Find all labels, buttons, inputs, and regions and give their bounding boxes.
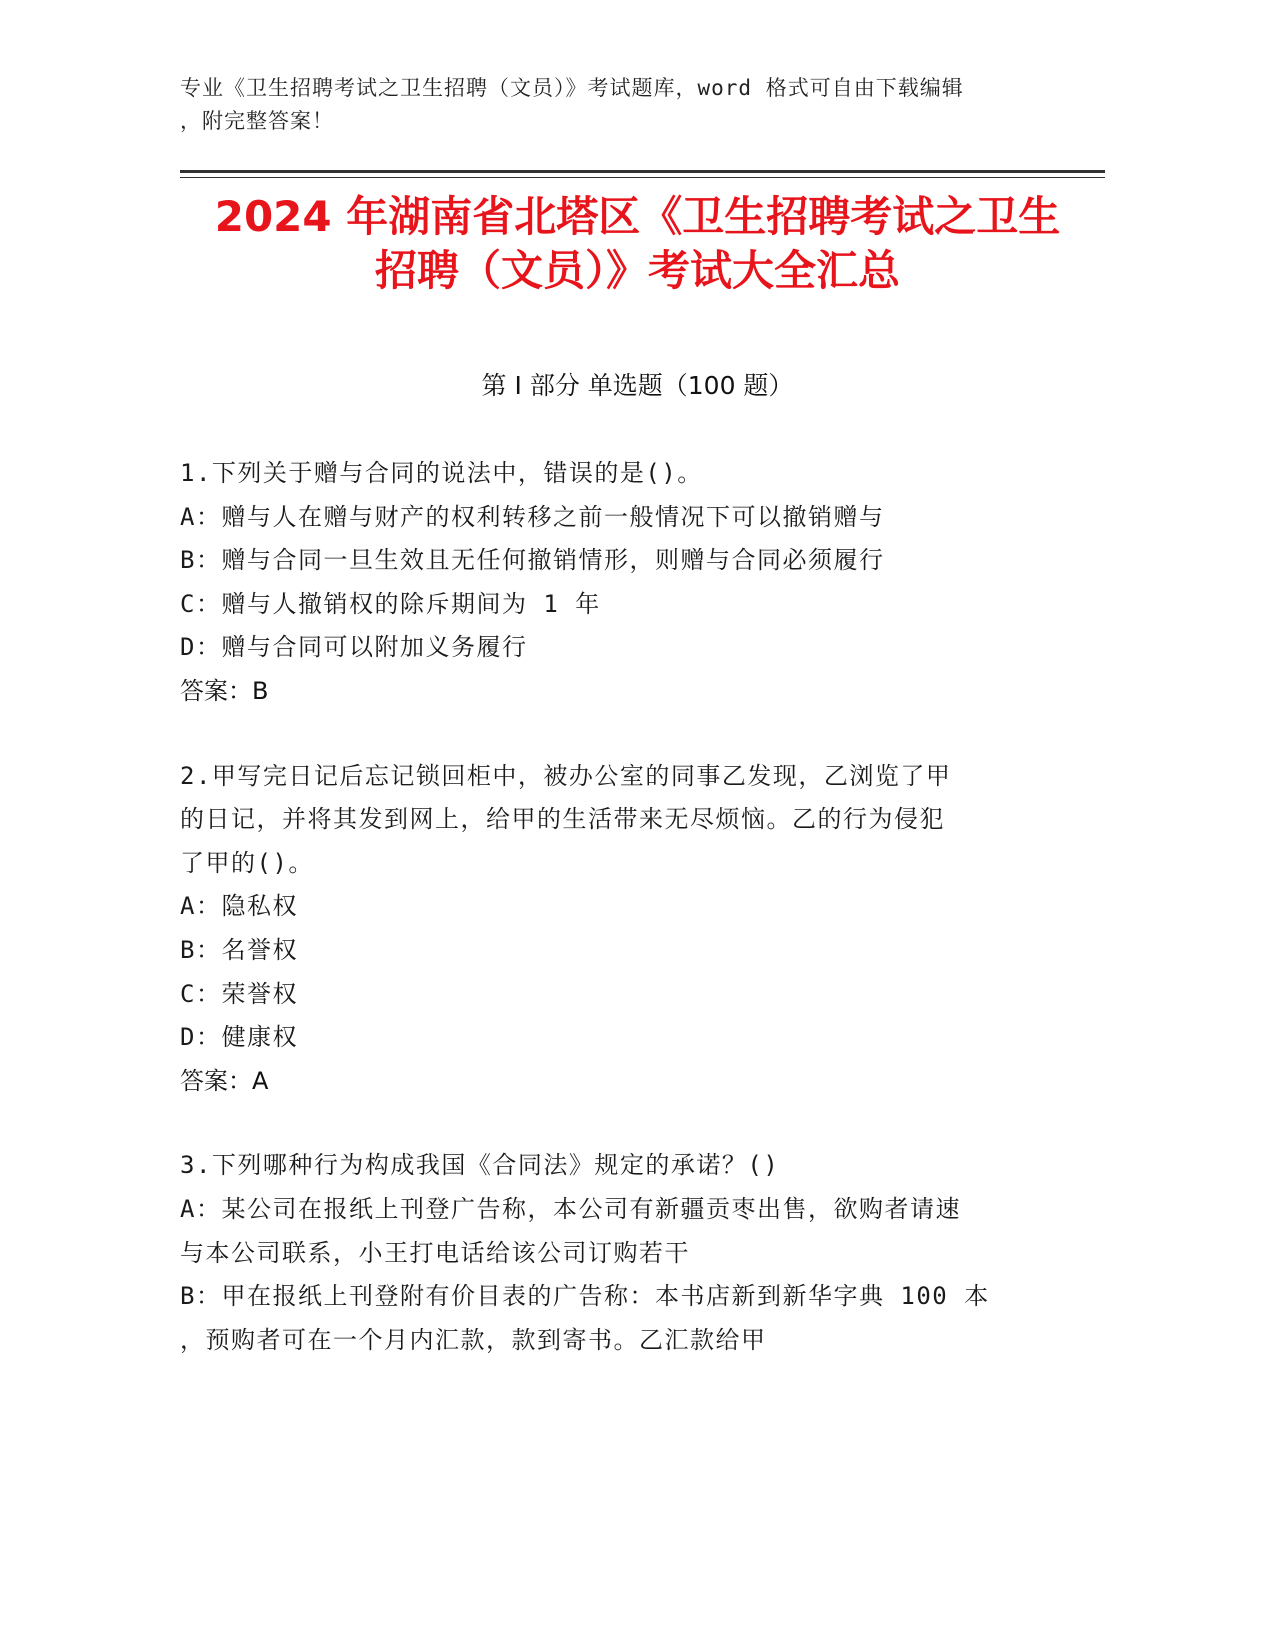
answer: 答案：A: [180, 1066, 269, 1095]
answer: 答案：B: [180, 676, 269, 705]
header-divider-thick: [180, 170, 1105, 173]
question-stem: 了甲的()。: [180, 848, 314, 877]
option-c: C：荣誉权: [180, 979, 298, 1008]
header-divider-thin: [180, 177, 1105, 178]
header-note-line-2: ，附完整答案！: [180, 109, 334, 133]
header-note: [180, 72, 1060, 138]
option-b: B：名誉权: [180, 935, 298, 964]
document-title-line-1: 2024 年湖南省北塔区《卫生招聘考试之卫生: [214, 192, 1061, 241]
question-3: [180, 1144, 1040, 1362]
option-c: C：赠与人撤销权的除斥期间为 1 年: [180, 589, 601, 618]
question-2: [180, 755, 1040, 1104]
option-a: A：某公司在报纸上刊登广告称，本公司有新疆贡枣出售，欲购者请速: [180, 1194, 961, 1223]
option-d: D：健康权: [180, 1023, 298, 1052]
option-d: D：赠与合同可以附加义务履行: [180, 633, 528, 662]
document-title: [150, 190, 1125, 298]
document-title-line-2: 招聘（文员）》考试大全汇总: [374, 246, 900, 295]
header-note-line-1: 专业《卫生招聘考试之卫生招聘（文员）》考试题库，word 格式可自由下载编辑: [180, 76, 964, 100]
question-stem: 2.甲写完日记后忘记锁回柜中，被办公室的同事乙发现，乙浏览了甲: [180, 761, 952, 790]
section-title: 第 I 部分 单选题（100 题）: [481, 371, 794, 400]
option-a-continued: 与本公司联系，小王打电话给该公司订购若干: [180, 1238, 690, 1267]
question-stem: 3.下列哪种行为构成我国《合同法》规定的承诺？(): [180, 1151, 780, 1180]
option-a: A：赠与人在赠与财产的权利转移之前一般情况下可以撤销赠与: [180, 502, 885, 531]
option-b-continued: ，预购者可在一个月内汇款，款到寄书。乙汇款给甲: [180, 1325, 767, 1354]
option-b: B：赠与合同一旦生效且无任何撤销情形，则赠与合同必须履行: [180, 546, 885, 575]
question-stem: 的日记，并将其发到网上，给甲的生活带来无尽烦恼。乙的行为侵犯: [180, 805, 945, 834]
question-list: [180, 452, 1040, 1403]
option-a: A：隐私权: [180, 892, 298, 921]
option-b: B：甲在报纸上刊登附有价目表的广告称：本书店新到新华字典 100 本: [180, 1282, 990, 1311]
question-1: [180, 452, 1040, 714]
question-stem: 1.下列关于赠与合同的说法中，错误的是()。: [180, 459, 703, 487]
